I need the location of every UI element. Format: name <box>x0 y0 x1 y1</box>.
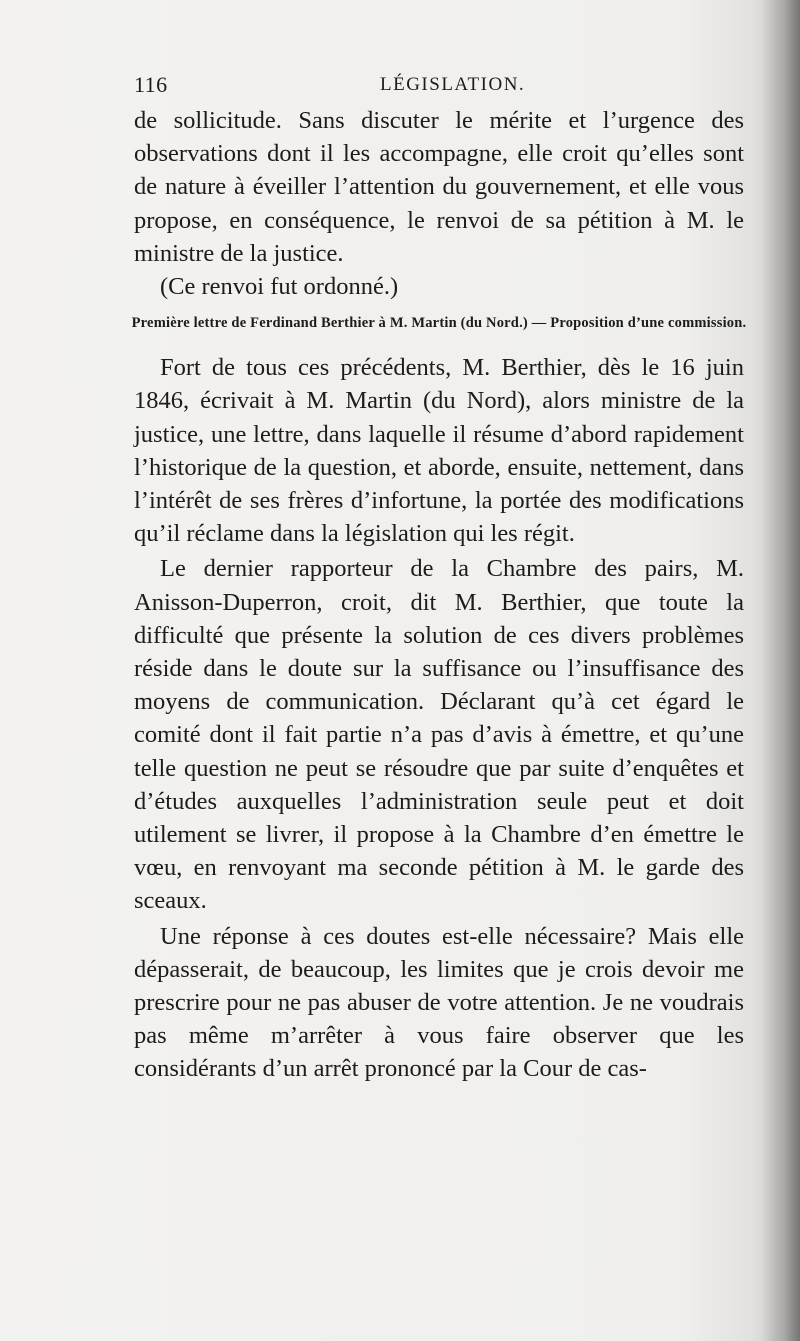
page-edge-shadow <box>762 0 800 1341</box>
paragraph: Le dernier rapporteur de la Chambre des pairs, M. Anisson-Duperron, croit, dit M. Berthier, que toute la difficulté que présente la solution de ces divers problèmes réside dans le doute sur la suffisance ou l’insuffisance des moyens de communication. Déclarant qu’à cet égard le comité dont il fait partie n’a pas d’avis à émettre, et qu’une telle question ne peut se résoudre que par suite d’enquêtes et d’études auxquelles l’administration seule peut et doit utilement se livrer, il propose à la Chambre d’en émettre le vœu, en renvoyant ma seconde pétition à M. le garde des sceaux. <box>134 555 744 915</box>
paragraph: Fort de tous ces précédents, M. Berthier, dès le 16 juin 1846, écrivait à M. Martin (du Nord), alors ministre de la justice, une lettre, dans laquelle il résume d’abord rapidement l’historique de la question, et aborde, ensuite, nettement, dans l’intérêt de ses frères d’infortune, la portée des modifications qu’il réclame dans la législation qui les régit. <box>134 354 744 548</box>
section-heading: Première lettre de Ferdinand Berthier à M. Martin (du Nord.) — Proposition d’une commission. <box>131 315 747 332</box>
body-text <box>131 104 747 1086</box>
paragraph: Une réponse à ces doutes est-elle nécessaire? Mais elle dépasserait, de beaucoup, les limites que je crois devoir me prescrire pour ne pas abuser de votre attention. Je ne voudrais pas même m’arrêter à vous faire observer que les considérants d’un arrêt prononcé par la Cour de cas- <box>134 922 744 1083</box>
running-title: LÉGISLATION. <box>380 74 526 95</box>
paragraph-note: (Ce renvoi fut ordonné.) <box>160 273 399 301</box>
paragraph-continuation: de sollicitude. Sans discuter le mérite et l’urgence des observations dont il les accompagne, elle croit qu’elles sont de nature à éveiller l’attention du gouvernement, et elle vous propose, en conséquence, le renvoi de sa pétition à M. le ministre de la justice. <box>134 107 744 267</box>
page-header <box>134 72 744 102</box>
page-number: 116 <box>134 72 168 97</box>
